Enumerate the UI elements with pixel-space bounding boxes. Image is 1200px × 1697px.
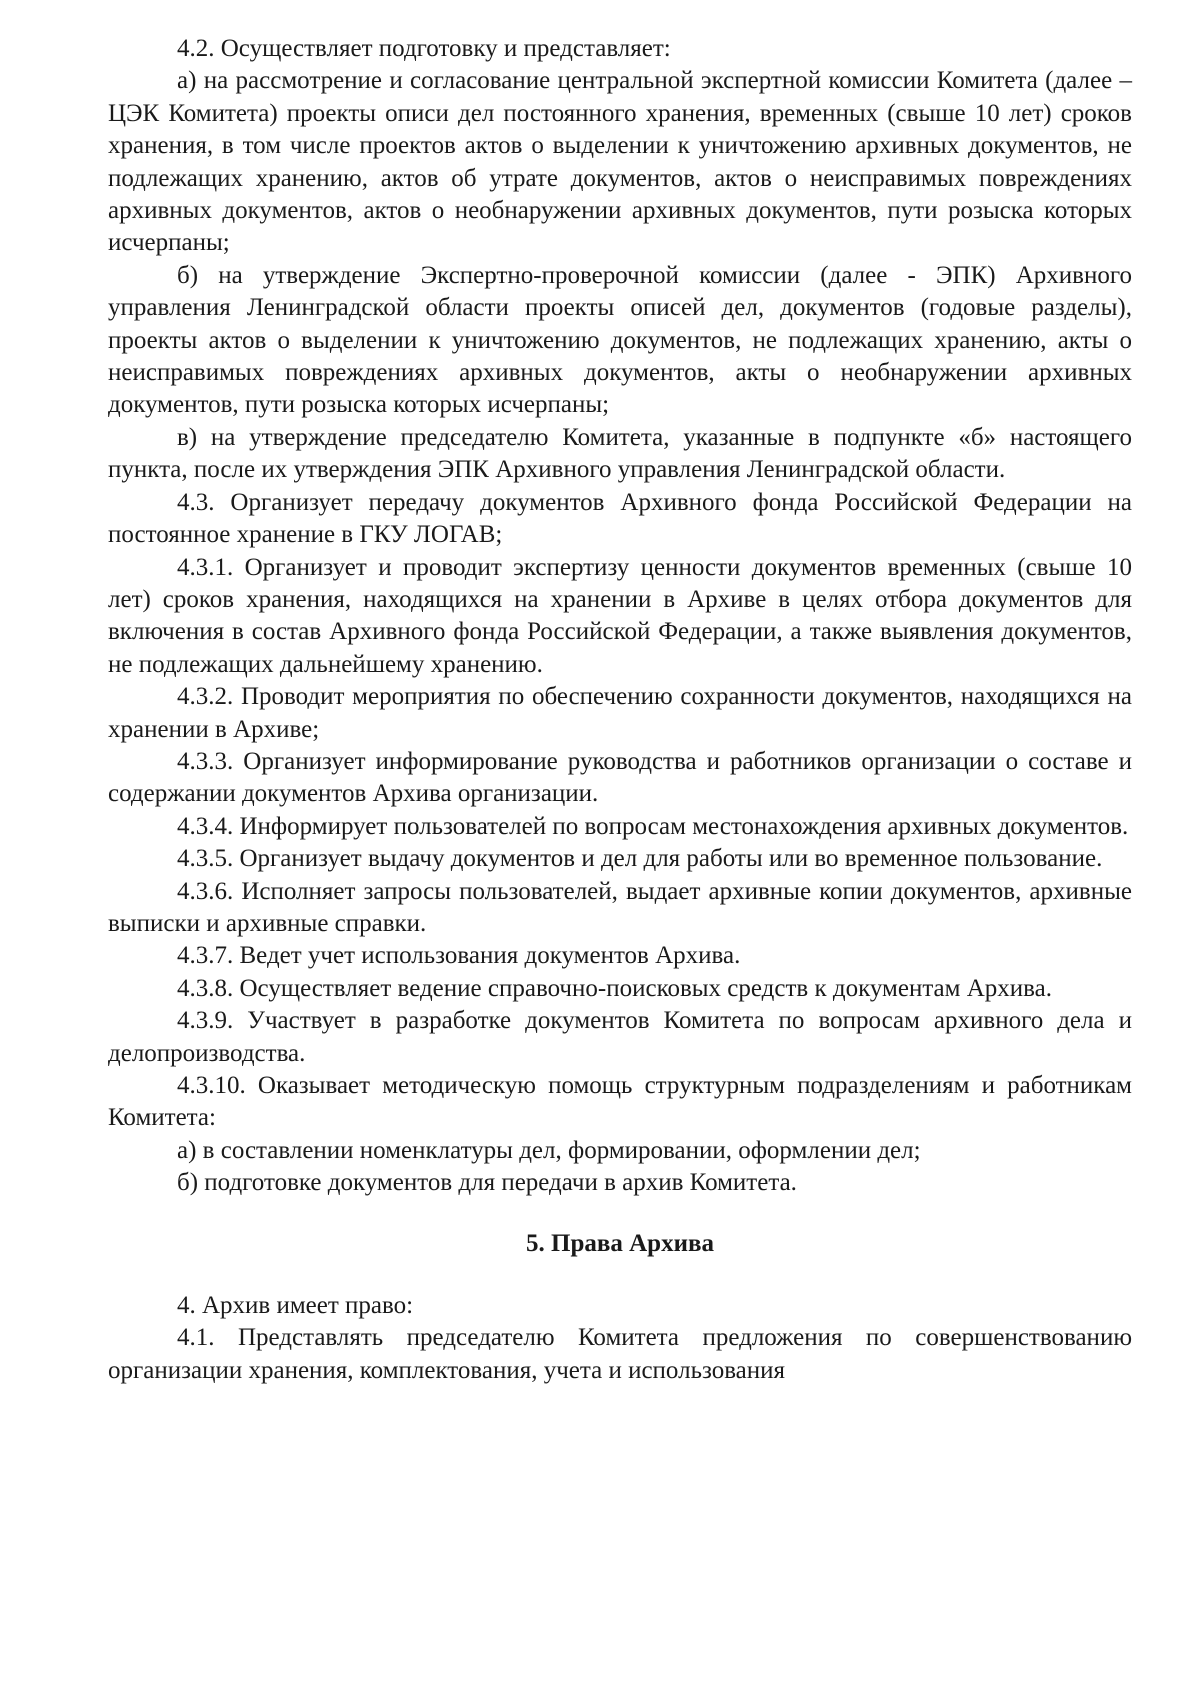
paragraph-4-3-3: 4.3.3. Организует информирование руководства и работников организации о составе и содержании документов Архива организации.	[108, 747, 1132, 808]
paragraph-4-3-8: 4.3.8. Осуществляет ведение справочно-поисковых средств к документам Архива.	[177, 974, 1052, 1002]
paragraph-4-2: 4.2. Осуществляет подготовку и представляет:	[177, 35, 671, 62]
document-page	[108, 33, 1132, 1387]
paragraph-4-3-7: 4.3.7. Ведет учет использования документов Архива.	[177, 942, 741, 970]
paragraph-4-3-1: 4.3.1. Организует и проводит экспертизу ценности документов временных (свыше 10 лет) сроков хранения, находящихся на хранении в Архиве в целях отбора документов для включения в состав Архивного фонда Российской Федерации, а также выявления документов, не подлежащих дальнейшему хранению.	[108, 553, 1132, 678]
paragraph-4-3-9: 4.3.9. Участвует в разработке документов Комитета по вопросам архивного дела и делопроизводства.	[108, 1007, 1132, 1067]
paragraph-4-3-4: 4.3.4. Информирует пользователей по вопросам местонахождения архивных документов.	[177, 812, 1129, 840]
paragraph-4-3-5: 4.3.5. Организует выдачу документов и дел для работы или во временное пользование.	[177, 845, 1103, 873]
paragraph-rights-intro: 4. Архив имеет право:	[177, 1292, 414, 1320]
paragraph-rights-4-1: 4.1. Представлять председателю Комитета предложения по совершенствованию организации хранения, комплектования, учета и использования	[108, 1324, 1132, 1384]
paragraph-4-2-a: а) на рассмотрение и согласование центральной экспертной комиссии Комитета (далее – ЦЭК Комитета) проекты описи дел постоянного хранения, временных (свыше 10 лет) сроков хранения, в том числе проектов актов о выделении к уничтожению архивных документов, не подлежащих хранению, актов об утрате документов, актов о неисправимых повреждениях архивных документов, актов о необнаружении архивных документов, пути розыска которых исчерпаны;	[108, 67, 1132, 257]
paragraph-4-3-10-b: б) подготовке документов для передачи в архив Комитета.	[177, 1169, 797, 1197]
paragraph-4-3-10: 4.3.10. Оказывает методическую помощь структурным подразделениям и работникам Комитета:	[108, 1072, 1132, 1132]
paragraph-4-2-v: в) на утверждение председателю Комитета, указанные в подпункте «б» настоящего пункта, после их утверждения ЭПК Архивного управления Ленинградской области.	[108, 423, 1132, 484]
paragraph-4-2-b: б) на утверждение Экспертно-проверочной комиссии (далее - ЭПК) Архивного управления Ленинградской области проекты описей дел, документов (годовые разделы), проекты актов о выделении к уничтожению документов, не подлежащих хранению, акты о неисправимых повреждениях архивных документов, акты о необнаружении архивных документов, пути розыска которых исчерпаны;	[108, 261, 1132, 419]
paragraph-4-3-6: 4.3.6. Исполняет запросы пользователей, выдает архивные копии документов, архивные выписки и архивные справки.	[108, 877, 1132, 937]
section-heading: 5. Права Архива	[526, 1229, 714, 1257]
paragraph-4-3: 4.3. Организует передачу документов Архивного фонда Российской Федерации на постоянное хранение в ГКУ ЛОГАВ;	[108, 488, 1132, 549]
paragraph-4-3-10-a: а) в составлении номенклатуры дел, формировании, оформлении дел;	[177, 1136, 921, 1164]
paragraph-4-3-2: 4.3.2. Проводит мероприятия по обеспечению сохранности документов, находящихся на хранении в Архиве;	[108, 683, 1132, 743]
